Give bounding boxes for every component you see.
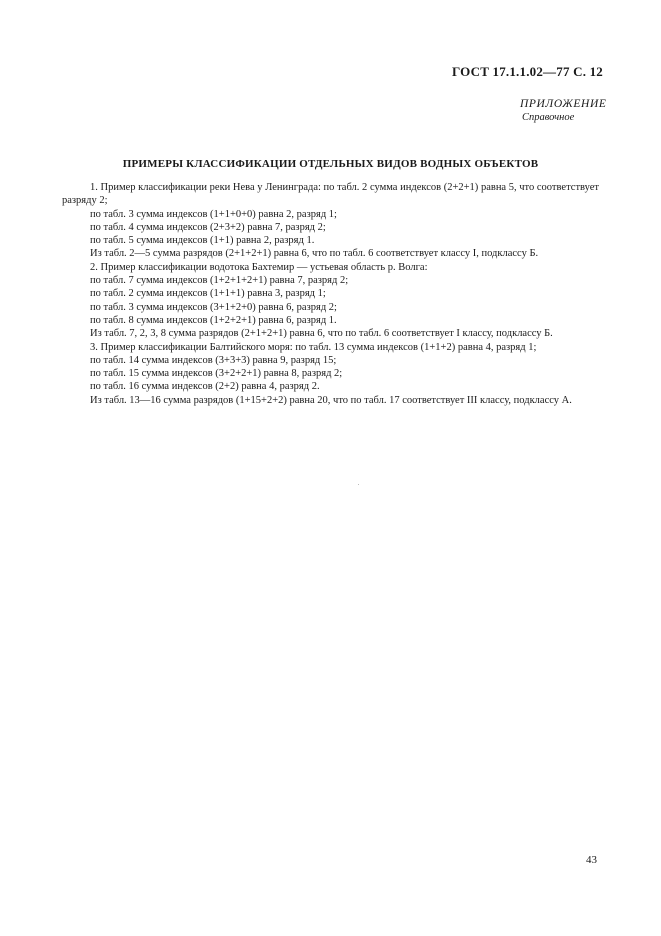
section-title: ПРИМЕРЫ КЛАССИФИКАЦИИ ОТДЕЛЬНЫХ ВИДОВ ВОДНЫХ ОБЪЕКТОВ [122,158,539,170]
body-line: Из табл. 2—5 сумма разрядов (2+1+2+1) равна 6, что по табл. 6 соответствует классу I, подклассу Б. [90,248,539,260]
document-header: ГОСТ 17.1.1.02—77 С. 12 [451,64,603,79]
body-line: по табл. 2 сумма индексов (1+1+1) равна 3, разряд 1; [90,288,326,300]
body-line: 3. Пример классификации Балтийского моря: по табл. 13 сумма индексов (1+1+2) равна 4, разряд 1; [90,341,537,353]
body-line: Из табл. 13—16 сумма разрядов (1+15+2+2) равна 20, что по табл. 17 соответствует III классу, подклассу А. [90,394,572,406]
body-line: по табл. 3 сумма индексов (1+1+0+0) равна 2, разряд 1; [90,208,337,220]
body-line: по табл. 4 сумма индексов (2+3+2) равна 7, разряд 2; [90,221,326,233]
body-line: по табл. 3 сумма индексов (3+1+2+0) равна 6, разряд 2; [90,301,337,313]
body-line: по табл. 8 сумма индексов (1+2+2+1) равна 6, разряд 1. [90,314,337,326]
page-number: 43 [586,854,597,866]
body-line: по табл. 7 сумма индексов (1+2+1+2+1) равна 7, разряд 2; [90,275,349,287]
body-line: 2. Пример классификации водотока Бахтемир — устьевая область р. Волга: [90,261,428,273]
scan-speck [358,484,359,485]
body-line: по табл. 14 сумма индексов (3+3+3) равна 9, разряд 15; [90,354,337,366]
appendix-label: ПРИЛОЖЕНИЕ [520,98,607,110]
body-line: по табл. 5 сумма индексов (1+1) равна 2, разряд 1. [90,235,315,247]
body-line: 1. Пример классификации реки Нева у Ленинграда: по табл. 2 сумма индексов (2+2+1) равна 5, что соответствует разряду 2; [62,182,599,207]
appendix-sublabel: Справочное [522,112,575,123]
body-line: по табл. 15 сумма индексов (3+2+2+1) равна 8, разряд 2; [90,368,343,380]
body-line: Из табл. 7, 2, 3, 8 сумма разрядов (2+1+2+1) равна 6, что по табл. 6 соответствует I классу, подклассу Б. [90,328,553,340]
document-body [62,181,599,407]
body-line: по табл. 16 сумма индексов (2+2) равна 4, разряд 2. [90,381,320,393]
appendix-block [520,98,606,124]
